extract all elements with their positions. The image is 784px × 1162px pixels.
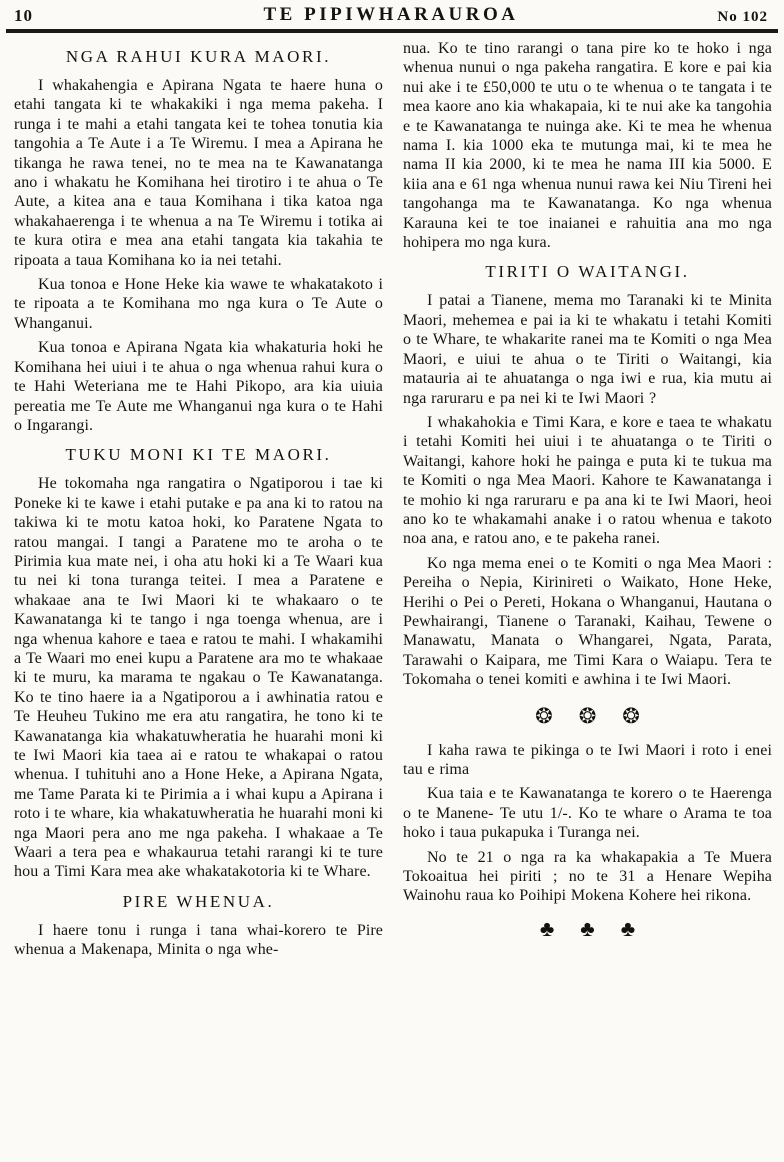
page-number: 10 bbox=[14, 6, 33, 25]
article-paragraph-continuation: nua. Ko te tino rarangi o tana pire ko te hoko i nga whenua nunui o nga pakeha rangatira. E kore e pai kia nui ake i te £50,000 te utu o te whenua o te tangata i te mea kaore ano kia whakapaia, ki te nui ake ka tangohia e te Kawanatanga te nuinga ake. Ki te mea he whenua nama I. kia 1000 eka te mutunga mai, ki te mea he nama II kia 2000, ki te mea he nama III kia 5000. E kiia ana e 61 nga whenua nunui rawa kei Niu Tireni hei tangohanga ma te Kawanatanga. Ko nga whenua Karauna kei te toe inaianei e rahuitia ana mo nga hohipera mo nga kura. bbox=[403, 40, 772, 252]
article-paragraph: Kua tonoa e Hone Heke kia wawe te whakatakoto i te ripoata a te Komihana mo nga kura o Te Aute o Whanganui. bbox=[14, 276, 383, 332]
article-heading-tuku-moni: TUKU MONI KI TE MAORI. bbox=[65, 445, 332, 465]
rosette-ornament-icon: ❂❂❂ bbox=[535, 703, 666, 728]
article-paragraph: Ko nga mema enei o te Komiti o nga Mea Maori : Pereiha o Nepia, Kirinireti o Waikato, Hone Heke, Herihi o Pei o Pereti, Hokana o Whanganui, Hautana o Pewhairangi, Tianene o Taranaki, Kaihau, Tewene o Manawatu, Manata o Whangarei, Ngata, Parata, Tarawahi o Kaipara, me Timi Kara o Waiapu. Tera te Tokomaha o tenei komiti e awhina i te Iwi Maori. bbox=[403, 554, 772, 689]
masthead bbox=[0, 0, 784, 27]
club-ornament-icon: ♣♣♣ bbox=[539, 915, 662, 941]
article-paragraph: He tokomaha nga rangatira o Ngatiporou i tae ki Poneke ki te kawe i etahi putake e pa ana ki to ratou na takiwa ki te motu katoa hoki, ko Paratene Ngata to ratou mangai. I tangi a Paratene mo te aroha o te Pirimia kua mate nei, i oha atu hoki ki a Te Waari kua tu nei ki tona turanga teitei. I mea a Paratene e whakaae ana te Iwi Maori ki te whakaaro o te Kawanatanga ki te tango i nga toenga whenua, are i nga whenua kahore e taea e ratou te mahi. I whakamihi a Te Waari mo enei kupu a Paratene ara mo te whakaae ki te muru, ka marama te ngakau o Te Kawanatanga. Ko te tino haere ia a Ngatiporou a i awhinatia ratou e Te Heuheu Tukino me era atu rangatira, he tono ki te Kawanatanga kia whakatuwheratia he huarahi moni ki te Iwi Maori kia taea ai e ratou te whakapai o ratou whenua. I tuhituhi ano a Hone Heke, a Apirana Ngata, me Tame Parata ki te Pirimia a i whai kupu a Apirana i roto i te whare, kia whakatuwheratia he huarahi moni ki nga Maori pera ano me nga pakeha. I whakaae a Te Waari a tera pea e whakaurua tetahi rarangi ki te ture hou a Timi Kara mea ake whakatakotoria ki te Whare. bbox=[14, 475, 383, 881]
article-heading-pire-whenua: PIRE WHENUA. bbox=[122, 891, 275, 911]
notice-paragraph: No te 21 o nga ra ka whakapakia a Te Muera Tokoaitua hei piriti ; no te 31 a Henare Wepiha Wainohu raua ko Poihipi Mokena Kohere hei rikona. bbox=[403, 848, 772, 905]
article-heading-tiriti-o-waitangi: TIRITI O WAITANGI. bbox=[485, 262, 690, 282]
right-column bbox=[403, 39, 772, 965]
newspaper-title: TE PIPIWHARAUROA bbox=[263, 4, 519, 25]
left-column bbox=[14, 39, 383, 965]
column-layout bbox=[0, 33, 784, 965]
article-paragraph: Kua tonoa e Apirana Ngata kia whakaturia hoki he Komihana hei uiui i te ahua o nga whenua rahui kura o te Hahi Weteriana me te Hahi Pikopo, ara kia uiuia pereatia me Te Aute me Whanganui nga kura o te Hahi o Ingarangi. bbox=[14, 339, 383, 434]
article-paragraph: I whakahengia e Apirana Ngata te haere huna o etahi tangata ki te whakakiki i nga mema pakeha. I runga i te mahi a etahi tangata kei te tohea tonutia kia tangohia a Te Aute i a Te Wiremu. I mea a Apirana he tikanga he rawa tenei, no te mea na te Kawanatanga ano i whakatu he Komihana hei tirotiro i te ahua o Te Aute, a kitea ana e taua Komihana i tika katoa nga whakahaerenga i te whenua a na Te Wiremu i totika ai te kura otira e mea ana etahi tangata kia takahia te ripoata a taua Komihana ko ia nei tetahi. bbox=[14, 77, 383, 269]
issue-number: No 102 bbox=[717, 9, 768, 25]
article-paragraph: I haere tonu i runga i tana whai-korero te Pire whenua a Makenapa, Minita o nga whe- bbox=[14, 921, 383, 959]
notice-paragraph: Kua taia e te Kawanatanga te korero o te Haerenga o te Manene- Te utu 1/-. Ko te whare o Arama te toa hoko i taua pukapuka i Turanga nei. bbox=[403, 785, 772, 842]
article-paragraph: I patai a Tianene, mema mo Taranaki ki te Minita Maori, mehemea e pai ia ki te whakatu i tetahi Komiti o te Whare, te whakarite ranei ma te Komiti o nga Mea Maori, e uiui te ahua o te Tiriti o Waitangi, kia matauria ai te ahuatanga o nga iwi e rua, kia mutu ai nga raruraru e pa nei ki te Iwi Maori ? bbox=[403, 292, 772, 407]
notice-paragraph: I kaha rawa te pikinga o te Iwi Maori i roto i enei tau e rima bbox=[403, 741, 772, 778]
article-heading-nga-rahui-kura-maori: NGA RAHUI KURA MAORI. bbox=[65, 47, 332, 66]
article-paragraph: I whakahokia e Timi Kara, e kore e taea te whakatu i tetahi Komiti hei uiui i te ahuatanga o te Tiriti o Waitangi, kahore hoki he painga e puta ki te tukua ma te Komiti o nga Mea Maori. Kahore te Kawanatanga i te mohio ki nga raruraru e pa ana ki te Iwi Maori, heoi ano ko te whakamahi anake i o ratou whenua e takoto noa ana, e ratou ano, e te pakeha ranei. bbox=[403, 413, 772, 548]
